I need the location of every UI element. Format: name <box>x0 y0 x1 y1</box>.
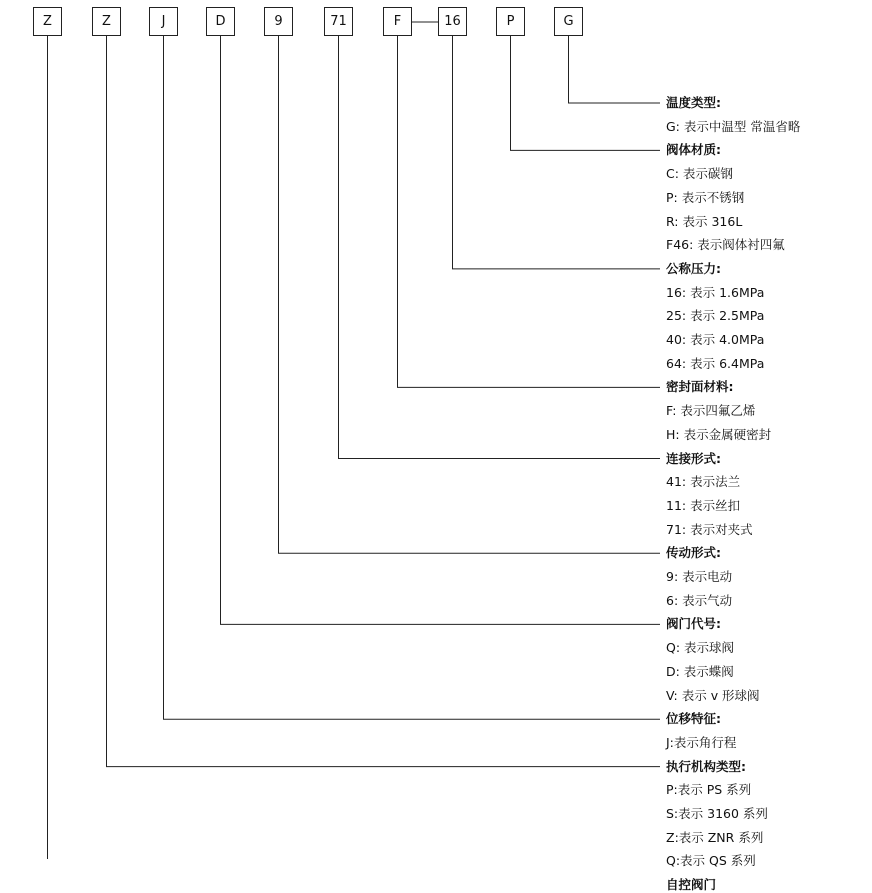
legend-item-n16-2: 40: 表示 4.0MPa <box>666 332 765 347</box>
legend-title-p: 阀体材质: <box>666 142 721 158</box>
legend-item-n9-0: 9: 表示电动 <box>666 569 733 584</box>
legend-item-n71-1: 11: 表示丝扣 <box>666 497 741 513</box>
legend-title-n9: 传动形式: <box>666 545 721 561</box>
legend-item-n9-1: 6: 表示气动 <box>666 592 733 608</box>
legend-item-g-0: G: 表示中温型 常温省略 <box>666 118 801 134</box>
legend-item-z2-0: P:表示 PS 系列 <box>666 782 752 798</box>
code-box-p: P <box>496 7 525 36</box>
legend-item-p-3: F46: 表示阀体衬四氟 <box>666 237 785 253</box>
legend-title-n71: 连接形式: <box>666 450 721 466</box>
legend-title-z1: 自控阀门 <box>666 877 717 893</box>
connector-f <box>398 36 661 387</box>
legend-item-p-0: C: 表示碳钢 <box>666 166 733 182</box>
connector-n9 <box>279 36 661 553</box>
code-box-n71: 71 <box>324 7 353 36</box>
code-box-n9: 9 <box>264 7 293 36</box>
code-box-d: D <box>206 7 235 36</box>
legend-item-p-2: R: 表示 316L <box>666 213 743 229</box>
legend-item-j-0: J:表示角行程 <box>666 734 737 750</box>
legend-item-f-0: F: 表示四氟乙烯 <box>666 403 756 419</box>
connector-z1 <box>48 36 661 859</box>
legend-title-f: 密封面材料: <box>666 379 734 395</box>
code-box-f: F <box>383 7 412 36</box>
legend-title-z2: 执行机构类型: <box>666 758 746 774</box>
legend-title-j: 位移特征: <box>666 711 721 727</box>
connector-n16 <box>453 36 661 269</box>
connector-g <box>569 36 661 103</box>
connector-p <box>511 36 661 150</box>
legend-item-z2-2: Z:表示 ZNR 系列 <box>666 829 764 845</box>
connector-z2 <box>107 36 661 767</box>
legend-item-d-2: V: 表示 v 形球阀 <box>666 687 760 703</box>
legend-title-d: 阀门代号: <box>666 616 721 632</box>
legend-item-p-1: P: 表示不锈钢 <box>666 189 745 205</box>
connector-j <box>164 36 661 719</box>
code-box-n16: 16 <box>438 7 467 36</box>
legend-title-n16: 公称压力: <box>666 260 721 276</box>
code-box-z1: Z <box>33 7 62 36</box>
legend-item-n71-2: 71: 表示对夹式 <box>666 521 753 537</box>
legend-item-n16-0: 16: 表示 1.6MPa <box>666 284 765 300</box>
code-box-j: J <box>149 7 178 36</box>
code-box-z2: Z <box>92 7 121 36</box>
legend-item-n16-3: 64: 表示 6.4MPa <box>666 355 765 371</box>
legend-item-d-0: Q: 表示球阀 <box>666 640 735 656</box>
legend-item-f-1: H: 表示金属硬密封 <box>666 426 772 442</box>
connector-d <box>221 36 661 624</box>
legend-title-g: 温度类型: <box>666 95 721 110</box>
legend-item-n71-0: 41: 表示法兰 <box>666 474 741 490</box>
legend-item-z2-1: S:表示 3160 系列 <box>666 806 768 821</box>
code-box-g: G <box>554 7 583 36</box>
legend-item-d-1: D: 表示蝶阀 <box>666 663 734 679</box>
connector-n71 <box>339 36 661 459</box>
legend-item-z2-3: Q:表示 QS 系列 <box>666 853 756 869</box>
legend-item-n16-1: 25: 表示 2.5MPa <box>666 308 765 324</box>
